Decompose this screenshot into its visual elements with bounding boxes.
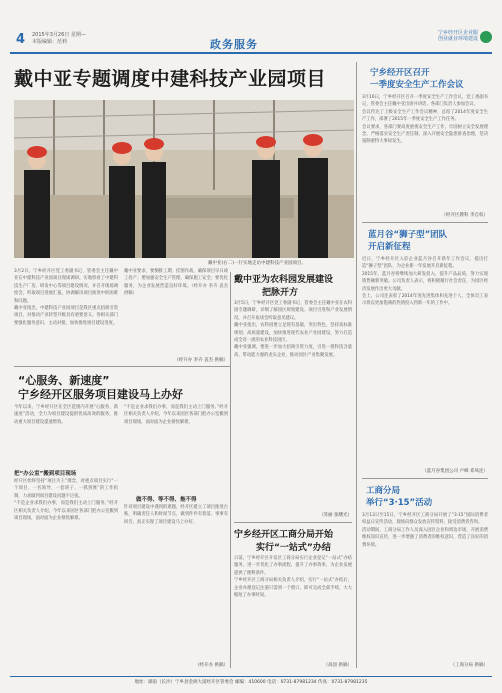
paragraph: 今年以来，宁乡经开区在全区范围内开展“心服务、新速度”活动，全力为项目建设提供优质高效的服务，推动重大项目建设提速增效。 <box>14 405 118 425</box>
right-mid-signature: （蓝月谷集团公司 卢峰 邓凤连） <box>422 469 488 474</box>
right-top-signature: （经开区教科 李自权） <box>441 213 488 218</box>
paragraph: 活动期间，工商分局工作人员深入园区企业和周边市场，开展消费维权知识宣传，进一步增强了消费者的维权意识，营造了良好的消费环境。 <box>362 527 488 548</box>
paragraph: 宁乡经开区工商分局相关负责人介绍，实行“一站式”办结后，企业办理登记注册只需到一个窗口，即可完成全部手续，大大缩短了办事时间。 <box>234 578 352 599</box>
right-bottom-headline-2: 举行“3·15”活动 <box>366 498 433 508</box>
paragraph: “不是企业求我们办事，而是我们主动上门服务。”经开区相关负责人介绍，今年以来园区各部门把办公室搬到项目现场，面对面为企业排忧解难。 <box>14 501 118 522</box>
service-subhead-2: 做不得、等不得、拖不得 <box>136 497 197 503</box>
logo-line-2: 创业就业环境建设 <box>437 36 478 42</box>
consumer-text <box>234 300 352 510</box>
page-footer: 地址：湖南（长沙）宁乡县金洲大道经开区管委会 邮编：410600 电话：0731-87981234 传真：0731-87981235 <box>10 676 492 685</box>
service-subhead-1: 把“办公室”搬到项目现场 <box>14 471 77 477</box>
consumer-headline-1: 戴中亚为农科园发展建设 <box>234 275 334 285</box>
right-bottom-signature: （工商分局 供稿） <box>450 663 488 668</box>
window-text <box>234 555 352 661</box>
service-headline-1: “心服务、新速度” <box>18 374 110 387</box>
paragraph: 2015年，蓝月谷将继续加大研发投入，提升产品品质，努力实现销售额新突破。公司负责人表示，将积极履行社会责任，为园区经济发展作出更大贡献。 <box>362 271 488 292</box>
masthead <box>10 28 492 54</box>
paragraph: 3月5日，宁乡经开区党工委副书记、管委会主任戴中亚在农科园专题调研，详细了解园区规划建设、项目引进和产业发展情况，并召开座谈会听取意见建议。 <box>234 301 352 321</box>
paragraph: 戴中亚指出，中建科技产业园项目是我区重点招商引资项目，对推动产业转型升级具有重要意义。各相关部门要强化服务意识，主动对接，加快推进项目建设进度。 <box>14 306 118 326</box>
divider <box>362 222 488 223</box>
paragraph: 会议传达了上级安全生产工作会议精神，总结了2014年度安全生产工作，部署了2015年一季度安全生产工作任务。 <box>362 109 488 123</box>
right-bottom-text <box>362 512 488 660</box>
paragraph: 3月2日，宁乡经开区党工委副书记、管委会主任戴中亚在中建科技产业园项目现场调研。实地察看了中建科技生产厂房、研发中心等项目建设情况，并召开现场调度会，听取项目进展汇报，协调解决项目推进中的困难和问题。 <box>14 269 118 304</box>
service-col-1b <box>14 478 118 668</box>
window-signature: （高园 供稿） <box>323 663 352 668</box>
consumer-headline-2: 把脉开方 <box>262 288 299 298</box>
photo-caption: 戴中亚(右二)一行实地走访中建科技产业园项目。 <box>208 261 307 266</box>
main-article-col-2 <box>124 268 228 356</box>
main-headline: 戴中亚专题调度中建科技产业园项目 <box>14 68 327 90</box>
paragraph: 3月16日，宁乡经开区召开一季度安全生产工作会议，党工委副书记、管委会主任戴中亚出席并讲话，各部门负责人参加会议。 <box>362 95 488 108</box>
page-number: 4 <box>16 32 26 47</box>
paragraph: 日前，宁乡经开区开发区工商分局实行企业登记“一站式”办结服务，进一步优化了办事流程，提升了办事效率，为企业发展提供了便利条件。 <box>234 556 352 576</box>
paragraph: 会上，公司还表彰了2014年度先进集体和先进个人，全体员工表示将以更加饱满的热情投入到新一年的工作中。 <box>362 294 488 307</box>
right-mid-headline-1: 蓝月谷“狮子型”团队 <box>368 230 448 240</box>
divider <box>14 366 230 367</box>
paragraph: “不是企业求我们办事，而是我们主动上门服务。”经开区相关负责人介绍，今年以来园区各部门把办公室搬到项目现场，面对面为企业排忧解难。 <box>124 405 228 425</box>
service-col-2b <box>124 504 228 660</box>
main-article-signature: （经开办 李卉 袁杰 供稿） <box>174 358 228 363</box>
logo-line-1: 宁乡经开区企业服 <box>437 30 478 36</box>
consumer-signature: （苏丽 张曙光） <box>319 513 352 518</box>
news-photo <box>14 100 354 258</box>
right-top-headline-1: 宁乡经开区召开 <box>370 68 430 78</box>
globe-icon <box>480 31 492 43</box>
paragraph: 戴中亚指出，农科园要立足现有基础，突出特色，坚持高标准规划、高质量建设，加快推进现代农业产业园建设，努力打造成全省一流的农业科技园区。 <box>234 323 352 344</box>
right-mid-headline-2: 开启新征程 <box>368 242 411 252</box>
window-headline-2: 实行“一站式”办结 <box>256 543 331 553</box>
paragraph: 经开区始终坚持“项目为王”理念，对重点项目实行“一个项目、一名领导、一套班子、一抓到底”的工作机制，力求做到项目建设问题不过夜。 <box>14 479 118 499</box>
paragraph: 近日，宁乡经开区入驻企业蓝月谷召开新年工作会议，提出打造“狮子型”团队，为企业新一年发展开启新征程。 <box>362 257 488 270</box>
logo-text <box>438 30 478 42</box>
masthead-logo <box>402 30 492 50</box>
paragraph: 戴中亚要求，要倒排工期、挂图作战，确保项目早日竣工投产；要加强安全生产管理，确保施工安全；要优化服务，为企业发展营造良好环境。（经开办 李卉 袁杰 供稿） <box>124 269 228 297</box>
paragraph: 3月13日至15日，宁乡经开区工商分局开展了“3·15”国际消费者权益日宣传活动，现场向群众发放宣传资料，接受消费者咨询。 <box>362 513 488 526</box>
service-signature: （经开办 供稿） <box>195 663 228 668</box>
service-col-1a <box>14 404 118 466</box>
paragraph: 戴中亚强调，要进一步加大招商引资力度，引进一批科技含量高、带动能力强的龙头企业，推动园区产业集聚发展。 <box>234 345 352 358</box>
main-article-col-1 <box>14 268 118 356</box>
column-divider <box>230 272 231 668</box>
date-line-2: 本版编辑：范莉 <box>32 39 68 45</box>
divider <box>362 478 488 479</box>
right-top-text <box>362 94 488 210</box>
window-headline-1: 宁乡经开区工商分局开始 <box>234 530 334 540</box>
date-line <box>32 32 92 46</box>
column-divider <box>356 62 357 668</box>
service-headline-2: 宁乡经开区服务项目建设马上办好 <box>18 388 183 401</box>
divider <box>234 522 352 523</box>
service-col-2a <box>124 404 228 492</box>
right-mid-text <box>362 256 488 466</box>
right-bottom-headline-1: 工商分局 <box>366 486 401 496</box>
paragraph: 针对项目建设中遇到的难题，经开区建立了项目推进台账，明确责任人和时间节点，做到件件有着落、事事有回音，真正实现了项目建设马上办好。 <box>124 505 228 525</box>
paragraph: 会议要求，各部门要高度重视安全生产工作，牢固树立安全发展理念，严格落实安全生产责任制，深入开展安全隐患排查治理，坚决遏制重特大事故发生。 <box>362 124 488 145</box>
section-title: 政务服务 <box>210 38 258 51</box>
date-line-1: 2015年3月26日 星期— <box>32 32 86 38</box>
right-top-headline-2: 一季度安全生产工作会议 <box>370 80 464 90</box>
